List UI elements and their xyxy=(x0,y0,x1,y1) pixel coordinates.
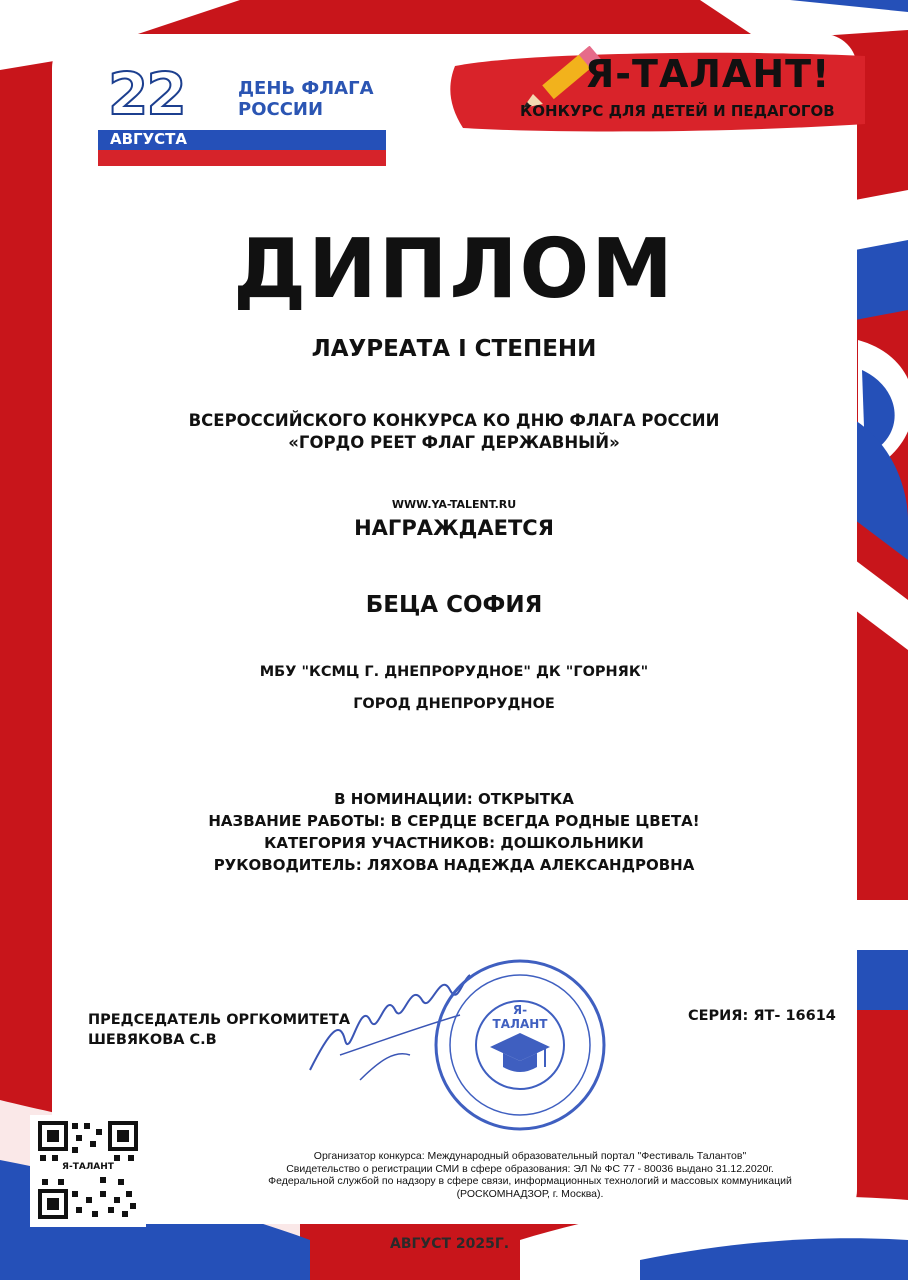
footer-line4: (РОСКОМНАДЗОР, г. Москва). xyxy=(456,1187,604,1200)
recipient-organization: МБУ "КСМЦ Г. ДНЕПРОРУДНОЕ" ДК "ГОРНЯК" xyxy=(259,664,649,680)
banner-subtitle: КОНКУРС ДЛЯ ДЕТЕЙ И ПЕДАГОГОВ xyxy=(520,102,835,120)
logo-month: АВГУСТА xyxy=(110,130,188,148)
participant-category: КАТЕГОРИЯ УЧАСТНИКОВ: ДОШКОЛЬНИКИ xyxy=(264,834,644,852)
chair-title: ПРЕДСЕДАТЕЛЬ ОРГКОМИТЕТА xyxy=(88,1012,351,1028)
recipient-city: ГОРОД ДНЕПРОРУДНОЕ xyxy=(353,696,555,712)
awarded-label: НАГРАЖДАЕТСЯ xyxy=(354,516,554,540)
logo-red-stripe xyxy=(98,150,386,166)
footer-line1: Организатор конкурса: Международный образовательный портал "Фестиваль Талантов" xyxy=(313,1150,747,1162)
contest-name xyxy=(0,410,908,454)
nomination: В НОМИНАЦИИ: ОТКРЫТКА xyxy=(334,790,574,808)
graduation-cap-icon xyxy=(490,1033,550,1072)
stamp-seal xyxy=(425,955,615,1135)
recipient-name: БЕЦА СОФИЯ xyxy=(365,592,543,618)
footer-line3: Федеральной службой по надзору в сфере связи, информационных технологий и массовых коммуникаций xyxy=(268,1175,792,1187)
award-details xyxy=(0,788,908,876)
series-number: СЕРИЯ: ЯТ- 16614 xyxy=(688,1008,836,1024)
stamp-center-text: Я-ТАЛАНТ xyxy=(492,1003,548,1031)
contest-line2: «ГОРДО РЕЕТ ФЛАГ ДЕРЖАВНЫЙ» xyxy=(288,433,620,452)
diploma-title: ДИПЛОМ xyxy=(233,222,675,317)
logo-number: 22 xyxy=(108,60,185,128)
website-link[interactable]: WWW.YA-TALENT.RU xyxy=(391,498,517,511)
footer-organizer-info xyxy=(200,1150,860,1200)
contest-line1: ВСЕРОССИЙСКОГО КОНКУРСА КО ДНЮ ФЛАГА РОССИИ xyxy=(188,411,720,430)
footer-line2: Свидетельство о регистрации СМИ в сфере образования: ЭЛ № ФС 77 - 80036 выдано 31.12.2020г. xyxy=(286,1162,774,1175)
qr-label: Я-ТАЛАНТ xyxy=(36,1162,140,1173)
banner-title: Я-ТАЛАНТ! xyxy=(585,52,831,96)
issue-date: АВГУСТ 2025Г. xyxy=(390,1236,510,1252)
ya-talant-banner xyxy=(445,46,865,136)
qr-code[interactable] xyxy=(30,1115,146,1227)
supervisor: РУКОВОДИТЕЛЬ: ЛЯХОВА НАДЕЖДА АЛЕКСАНДРОВНА xyxy=(213,856,695,874)
diploma-degree: ЛАУРЕАТА I СТЕПЕНИ xyxy=(311,336,597,362)
logo-title-line2: РОССИИ xyxy=(238,99,324,120)
chair-name: ШЕВЯКОВА С.В xyxy=(88,1032,217,1048)
official-stamp xyxy=(425,955,615,1135)
flag-day-logo xyxy=(98,58,388,168)
work-title: НАЗВАНИЕ РАБОТЫ: В СЕРДЦЕ ВСЕГДА РОДНЫЕ ЦВЕТА! xyxy=(208,812,700,830)
logo-title-line1: ДЕНЬ ФЛАГА xyxy=(238,78,374,99)
logo-title xyxy=(238,78,374,120)
